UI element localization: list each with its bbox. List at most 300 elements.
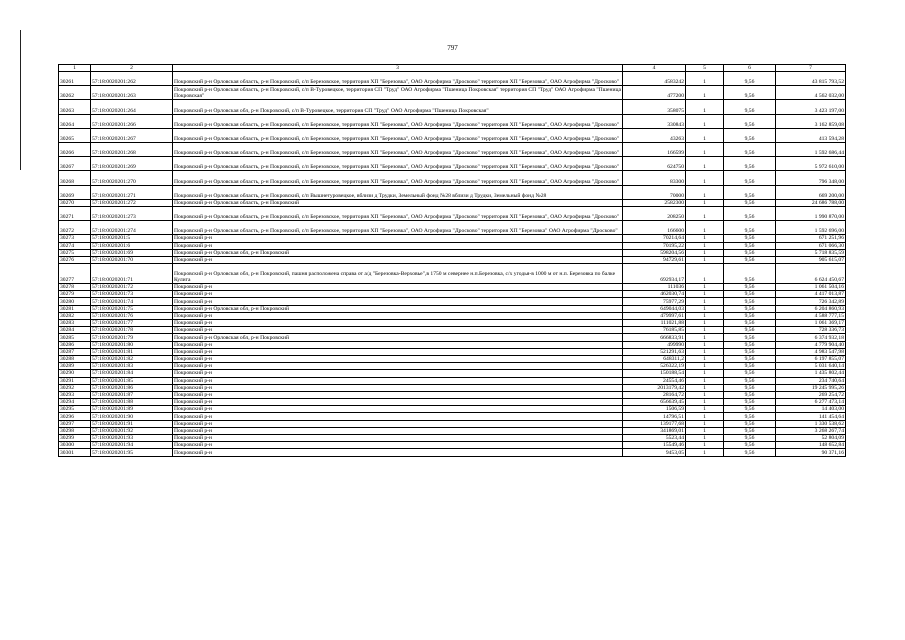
cell-area: 2582300 bbox=[623, 199, 686, 206]
cell-location: Покровский р-н bbox=[173, 348, 623, 355]
cell-rate: 9,56 bbox=[724, 298, 776, 305]
cell-area: 14796,51 bbox=[623, 413, 686, 420]
cell-cadastral-number: 57:18:0020201:71 bbox=[91, 264, 173, 284]
cell-row-number: 30264 bbox=[59, 114, 91, 128]
cell-cadastral-value: 1 592 696,00 bbox=[776, 221, 846, 235]
cell-cadastral-value: 6 374 932,18 bbox=[776, 334, 846, 341]
cell-rate: 9,56 bbox=[724, 399, 776, 406]
cell-count: 1 bbox=[686, 413, 724, 420]
cell-area: 208250 bbox=[623, 206, 686, 220]
cell-location: Покровский р-н Орловская область, р-н Покровский, с/п Березовское, территория ХП "Березовка", ОАО Агрофирма "Дросково" территория ХП "Березовка", ОАО Агрофирма "Дросково" bbox=[173, 72, 623, 86]
cell-row-number: 30261 bbox=[59, 72, 91, 86]
cell-cadastral-number: 57:18:0020201:91 bbox=[91, 420, 173, 427]
cell-cadastral-number: 57:18:0020201:82 bbox=[91, 355, 173, 362]
cell-location: Покровский р-н bbox=[173, 242, 623, 249]
table-row bbox=[59, 249, 846, 256]
cell-cadastral-value: 671 066,30 bbox=[776, 242, 846, 249]
table-row bbox=[59, 384, 846, 391]
cell-row-number: 30269 bbox=[59, 185, 91, 199]
cell-rate: 9,56 bbox=[724, 242, 776, 249]
cell-row-number: 30289 bbox=[59, 363, 91, 370]
table-row bbox=[59, 327, 846, 334]
table-row bbox=[59, 449, 846, 456]
cell-row-number: 30271 bbox=[59, 206, 91, 220]
cell-count: 1 bbox=[686, 348, 724, 355]
cell-cadastral-value: 5 718 835,59 bbox=[776, 249, 846, 256]
cell-area: 70195,22 bbox=[623, 242, 686, 249]
cell-location: Покровский р-н Орловская область, р-н Покровский, с/п В-Туровецкое, территория СП "Труд" ОАО Агрофирма "Пшеница Покровская" территория СП "Труд" ОАО Агрофирма "Пшеница Покровская" bbox=[174, 87, 621, 100]
cell-cadastral-number: 57:18:0020201:92 bbox=[91, 427, 173, 434]
table-row bbox=[59, 157, 846, 171]
table-row bbox=[59, 171, 846, 185]
cell-area: 477200 bbox=[623, 86, 686, 100]
cell-area: 649044,03 bbox=[623, 305, 686, 312]
cell-rate: 9,56 bbox=[724, 449, 776, 456]
table-row bbox=[59, 185, 846, 199]
cell-count: 1 bbox=[686, 334, 724, 341]
cell-cadastral-number: 57:18:0020201:95 bbox=[91, 449, 173, 456]
cell-cadastral-value: 6 197 855,07 bbox=[776, 355, 846, 362]
cell-cadastral-number: 57:18:0020201:79 bbox=[91, 334, 173, 341]
cell-location: Покровский р-н Орловская область, р-н Покровский, с/п Березовское, территория ХП "Березовка", ОАО Агрофирма "Дросково" территория ХП "Березовка", ОАО Агрофирма "Дросково" bbox=[173, 143, 623, 157]
cell-cadastral-value: 4 983 547,98 bbox=[776, 348, 846, 355]
cell-count: 1 bbox=[686, 435, 724, 442]
col-header: 5 bbox=[686, 65, 724, 72]
table-row bbox=[59, 264, 846, 284]
cell-cadastral-number: 57:18:0020201:272 bbox=[91, 199, 173, 206]
cell-count: 1 bbox=[686, 305, 724, 312]
cell-location: Покровский р-н bbox=[173, 370, 623, 377]
table-row bbox=[59, 242, 846, 249]
cell-cadastral-value: 4 779 904,40 bbox=[776, 341, 846, 348]
cell-rate: 9,56 bbox=[724, 427, 776, 434]
table-row bbox=[59, 355, 846, 362]
header-row bbox=[59, 65, 846, 72]
cell-location: Покровский р-н bbox=[173, 399, 623, 406]
cell-row-number: 30301 bbox=[59, 449, 91, 456]
cell-count: 1 bbox=[686, 284, 724, 291]
cell-count: 1 bbox=[686, 298, 724, 305]
cell-row-number: 30290 bbox=[59, 370, 91, 377]
cell-row-number: 30267 bbox=[59, 157, 91, 171]
cell-location: Покровский р-н Орловская обл, р-н Покровский bbox=[173, 249, 623, 256]
cell-row-number: 30294 bbox=[59, 399, 91, 406]
table-row bbox=[59, 348, 846, 355]
cell-location: Покровский р-н Орловская область, р-н Покровский, с/п Березовское, территория ХП "Березовка", ОАО Агрофирма "Дросково" территория ХП "Березовка", ОАО Агрофирма "Дросково" bbox=[173, 171, 623, 185]
cell-cadastral-value: 6 277 473,14 bbox=[776, 399, 846, 406]
cell-count: 1 bbox=[686, 235, 724, 242]
table-row bbox=[59, 435, 846, 442]
cell-row-number: 30277 bbox=[59, 264, 91, 284]
cell-count: 1 bbox=[686, 341, 724, 348]
cell-row-number: 30280 bbox=[59, 298, 91, 305]
cell-location: Покровский р-н Орловская область, р-н Покровский, с/п Березовское, территория ХП "Березовка", ОАО Агрофирма "Дросково" территория ХП "Березовка", ОАО Агрофирма "Дросково" bbox=[173, 114, 623, 128]
cell-count: 1 bbox=[686, 221, 724, 235]
cell-cadastral-number: 57:18:0020201:70 bbox=[91, 256, 173, 263]
cell-rate: 9,56 bbox=[724, 334, 776, 341]
cell-cadastral-value: 1 330 538,62 bbox=[776, 420, 846, 427]
table-row bbox=[59, 221, 846, 235]
cell-location: Покровский р-н Орловская область, р-н Покровский, с/п Вышнетуровецкое, вблизи д Трудки, Земельный фонд №28 вблизи д Трудки, Земельный фонд №28 bbox=[173, 185, 623, 199]
cell-cadastral-number: 57:18:0020201:88 bbox=[91, 399, 173, 406]
cell-area: 111021,88 bbox=[623, 320, 686, 327]
cell-location: Покровский р-н bbox=[173, 427, 623, 434]
cell-rate: 9,56 bbox=[724, 363, 776, 370]
cell-count: 1 bbox=[686, 384, 724, 391]
cell-count: 1 bbox=[686, 363, 724, 370]
cell-count: 1 bbox=[686, 420, 724, 427]
cell-cadastral-value: 269 254,72 bbox=[776, 391, 846, 398]
col-header: 4 bbox=[623, 65, 686, 72]
cell-cadastral-number: 57:18:0020201:273 bbox=[91, 206, 173, 220]
cell-cadastral-value: 1 592 686,44 bbox=[776, 143, 846, 157]
cell-count: 1 bbox=[686, 72, 724, 86]
cell-rate: 9,56 bbox=[724, 72, 776, 86]
table-row bbox=[59, 406, 846, 413]
cell-area: 526322,19 bbox=[623, 363, 686, 370]
cell-count: 1 bbox=[686, 399, 724, 406]
cell-rate: 9,56 bbox=[724, 320, 776, 327]
cell-row-number: 30300 bbox=[59, 442, 91, 449]
cell-location: Покровский р-н bbox=[173, 413, 623, 420]
table-row bbox=[59, 72, 846, 86]
cell-area: 9453,05 bbox=[623, 449, 686, 456]
cell-cadastral-number: 57:18:0020201:271 bbox=[91, 185, 173, 199]
table-row bbox=[59, 341, 846, 348]
cell-cadastral-value: 4 417 013,87 bbox=[776, 291, 846, 298]
cell-cadastral-value: 413 594,28 bbox=[776, 128, 846, 142]
cell-cadastral-number: 57:18:0020201:266 bbox=[91, 114, 173, 128]
cell-row-number: 30276 bbox=[59, 256, 91, 263]
cell-location: Покровский р-н bbox=[173, 298, 623, 305]
cell-cadastral-value: 3 162 859,08 bbox=[776, 114, 846, 128]
cell-cadastral-number: 57:18:0020201:77 bbox=[91, 320, 173, 327]
table-row bbox=[59, 413, 846, 420]
cell-area: 24554,46 bbox=[623, 377, 686, 384]
cell-area: 1506,59 bbox=[623, 406, 686, 413]
cell-location: Покровский р-н bbox=[173, 256, 623, 263]
cell-count: 1 bbox=[686, 185, 724, 199]
cell-cadastral-value: 671 251,96 bbox=[776, 235, 846, 242]
cell-area: 462030,74 bbox=[623, 291, 686, 298]
cell-cadastral-value: 5 972 610,00 bbox=[776, 157, 846, 171]
cell-row-number: 30295 bbox=[59, 406, 91, 413]
cell-location: Покровский р-н bbox=[173, 449, 623, 456]
cell-cadastral-number: 57:18:0020201:72 bbox=[91, 284, 173, 291]
cell-rate: 9,56 bbox=[724, 185, 776, 199]
col-header: 1 bbox=[59, 65, 91, 72]
cell-row-number: 30297 bbox=[59, 420, 91, 427]
cell-location: Покровский р-н Орловская область, р-н Покровский bbox=[173, 199, 623, 206]
table-row bbox=[59, 256, 846, 263]
cell-row-number: 30281 bbox=[59, 305, 91, 312]
cell-row-number: 30292 bbox=[59, 384, 91, 391]
cell-rate: 9,56 bbox=[724, 171, 776, 185]
cell-cadastral-number: 57:18:0020201:85 bbox=[91, 377, 173, 384]
table-row bbox=[59, 420, 846, 427]
cell-cadastral-value: 3 268 267,74 bbox=[776, 427, 846, 434]
cell-cadastral-value: 43 815 793,52 bbox=[776, 72, 846, 86]
cell-location: Покровский р-н bbox=[173, 320, 623, 327]
cell-count: 1 bbox=[686, 249, 724, 256]
cell-count: 1 bbox=[686, 406, 724, 413]
cell-rate: 9,56 bbox=[724, 143, 776, 157]
cell-area: 521291,63 bbox=[623, 348, 686, 355]
table-row bbox=[59, 100, 846, 114]
cell-count: 1 bbox=[686, 320, 724, 327]
cell-cadastral-value: 148 652,84 bbox=[776, 442, 846, 449]
cell-cadastral-number: 57:18:0020201:274 bbox=[91, 221, 173, 235]
cell-rate: 9,56 bbox=[724, 284, 776, 291]
cell-cadastral-number: 57:18:0020201:69 bbox=[91, 249, 173, 256]
cell-count: 1 bbox=[686, 100, 724, 114]
cell-count: 1 bbox=[686, 391, 724, 398]
cell-location: Покровский р-н bbox=[173, 355, 623, 362]
cell-location: Покровский р-н Орловская обл, р-н Покровский bbox=[173, 305, 623, 312]
table-row bbox=[59, 370, 846, 377]
cell-rate: 9,56 bbox=[724, 435, 776, 442]
cell-location: Покровский р-н bbox=[173, 406, 623, 413]
cell-cadastral-value: 5 031 640,14 bbox=[776, 363, 846, 370]
cell-row-number: 30268 bbox=[59, 171, 91, 185]
cell-row-number: 30270 bbox=[59, 199, 91, 206]
cell-count: 1 bbox=[686, 291, 724, 298]
cell-rate: 9,56 bbox=[724, 355, 776, 362]
cell-row-number: 30299 bbox=[59, 435, 91, 442]
cell-rate: 9,56 bbox=[724, 370, 776, 377]
table-row bbox=[59, 442, 846, 449]
cell-rate: 9,56 bbox=[724, 384, 776, 391]
cell-area: 5523,44 bbox=[623, 435, 686, 442]
cell-location: Покровский р-н Орловская область, р-н Покровский, с/п Березовское, территория ХП "Березовка", ОАО Агрофирма "Дросково" территория ХП "Березовка" ОАО Агрофирма "Дросково" bbox=[173, 221, 623, 235]
cell-row-number: 30296 bbox=[59, 413, 91, 420]
cell-rate: 9,56 bbox=[724, 291, 776, 298]
cell-area: 666833,91 bbox=[623, 334, 686, 341]
cell-cadastral-number: 57:18:0020201:263 bbox=[91, 86, 173, 100]
col-header: 2 bbox=[91, 65, 173, 72]
cell-cadastral-value: 1 061 504,16 bbox=[776, 284, 846, 291]
cell-row-number: 30265 bbox=[59, 128, 91, 142]
cell-area: 166600 bbox=[623, 221, 686, 235]
cell-row-number: 30288 bbox=[59, 355, 91, 362]
cell-count: 1 bbox=[686, 312, 724, 319]
cell-rate: 9,56 bbox=[724, 341, 776, 348]
cell-area: 75977,29 bbox=[623, 298, 686, 305]
cell-cadastral-value: 52 804,09 bbox=[776, 435, 846, 442]
cell-area: 358075 bbox=[623, 100, 686, 114]
cell-cadastral-number: 57:18:0020201:5 bbox=[91, 235, 173, 242]
cell-area: 43263 bbox=[623, 128, 686, 142]
cell-location: Покровский р-н bbox=[173, 442, 623, 449]
table-row bbox=[59, 199, 846, 206]
cell-location: Покровский р-н bbox=[173, 384, 623, 391]
cell-cadastral-value: 6 204 860,93 bbox=[776, 305, 846, 312]
cell-cadastral-number: 57:18:0020201:75 bbox=[91, 305, 173, 312]
cell-rate: 9,56 bbox=[724, 157, 776, 171]
table-row bbox=[59, 143, 846, 157]
cell-area: 499990 bbox=[623, 341, 686, 348]
cell-row-number: 30272 bbox=[59, 221, 91, 235]
cell-location: Покровский р-н bbox=[173, 284, 623, 291]
col-header: 6 bbox=[724, 65, 776, 72]
cell-area: 83300 bbox=[623, 171, 686, 185]
cell-cadastral-value: 24 686 788,00 bbox=[776, 199, 846, 206]
cell-cadastral-number: 57:18:0020201:267 bbox=[91, 128, 173, 142]
cell-cadastral-number: 57:18:0020201:6 bbox=[91, 242, 173, 249]
cell-cadastral-number: 57:18:0020201:269 bbox=[91, 157, 173, 171]
cell-rate: 9,56 bbox=[724, 100, 776, 114]
cell-area: 111036 bbox=[623, 284, 686, 291]
cell-row-number: 30291 bbox=[59, 377, 91, 384]
cell-cadastral-number: 57:18:0020201:89 bbox=[91, 406, 173, 413]
cell-count: 1 bbox=[686, 427, 724, 434]
cell-area: 479997,61 bbox=[623, 312, 686, 319]
cell-rate: 9,56 bbox=[724, 377, 776, 384]
cell-location: Покровский р-н Орловская обл, р-н Покровский bbox=[173, 334, 623, 341]
cell-location: Покровский р-н Орловская область, р-н Покровский, с/п Березовское, территория ХП "Березовка", ОАО Агрофирма "Дросково" территория ХП "Березовка", ОАО Агрофирма "Дросково" bbox=[173, 157, 623, 171]
cell-row-number: 30278 bbox=[59, 284, 91, 291]
cell-location: Покровский р-н bbox=[173, 391, 623, 398]
cell-row-number: 30298 bbox=[59, 427, 91, 434]
cell-cadastral-number: 57:18:0020201:90 bbox=[91, 413, 173, 420]
cell-area: 598204,56 bbox=[623, 249, 686, 256]
cell-area: 15549,46 bbox=[623, 442, 686, 449]
cell-rate: 9,56 bbox=[724, 206, 776, 220]
table-row bbox=[59, 363, 846, 370]
cell-rate: 9,56 bbox=[724, 312, 776, 319]
cell-cadastral-number: 57:18:0020201:83 bbox=[91, 363, 173, 370]
cell-count: 1 bbox=[686, 206, 724, 220]
cell-cadastral-value: 726 342,89 bbox=[776, 298, 846, 305]
cell-count: 1 bbox=[686, 442, 724, 449]
cell-row-number: 30283 bbox=[59, 320, 91, 327]
cell-area: 76185,85 bbox=[623, 327, 686, 334]
cadastral-table bbox=[58, 64, 846, 457]
cell-cadastral-value: 1 990 870,00 bbox=[776, 206, 846, 220]
table-row bbox=[59, 206, 846, 220]
cell-cadastral-value: 1 061 369,17 bbox=[776, 320, 846, 327]
col-header: 7 bbox=[776, 65, 846, 72]
table-row bbox=[59, 128, 846, 142]
cell-rate: 9,56 bbox=[724, 305, 776, 312]
cell-cadastral-value: 234 740,64 bbox=[776, 377, 846, 384]
cell-location: Покровский р-н bbox=[173, 235, 623, 242]
table-row bbox=[59, 284, 846, 291]
cell-cadastral-number: 57:18:0020201:268 bbox=[91, 143, 173, 157]
cell-count: 1 bbox=[686, 327, 724, 334]
cell-cadastral-value: 141 454,64 bbox=[776, 413, 846, 420]
cell-cadastral-number: 57:18:0020201:76 bbox=[91, 312, 173, 319]
cell-location: Покровский р-н bbox=[173, 435, 623, 442]
cell-rate: 9,56 bbox=[724, 327, 776, 334]
cell-area: 341869,01 bbox=[623, 427, 686, 434]
cell-location: Покровский р-н bbox=[173, 291, 623, 298]
cell-area: 94729,61 bbox=[623, 256, 686, 263]
cell-rate: 9,56 bbox=[724, 235, 776, 242]
cell-area: 70214,64 bbox=[623, 235, 686, 242]
cell-count: 1 bbox=[686, 114, 724, 128]
cell-area: 4583242 bbox=[623, 72, 686, 86]
cell-area: 648311,2 bbox=[623, 355, 686, 362]
cell-rate: 9,56 bbox=[724, 406, 776, 413]
cell-cadastral-value: 19 245 995,26 bbox=[776, 384, 846, 391]
cell-cadastral-number: 57:18:0020201:74 bbox=[91, 298, 173, 305]
cell-row-number: 30279 bbox=[59, 291, 91, 298]
table-row bbox=[59, 399, 846, 406]
cell-cadastral-value: 796 348,00 bbox=[776, 171, 846, 185]
cell-row-number: 30275 bbox=[59, 249, 91, 256]
cell-rate: 9,56 bbox=[724, 348, 776, 355]
cell-area: 150188,54 bbox=[623, 370, 686, 377]
cell-cadastral-number: 57:18:0020201:94 bbox=[91, 442, 173, 449]
cell-cadastral-number: 57:18:0020201:80 bbox=[91, 341, 173, 348]
cell-row-number: 30273 bbox=[59, 235, 91, 242]
table-row bbox=[59, 86, 846, 100]
cell-cadastral-number: 57:18:0020201:73 bbox=[91, 291, 173, 298]
cell-cadastral-value: 905 615,07 bbox=[776, 256, 846, 263]
cell-count: 1 bbox=[686, 143, 724, 157]
cell-cadastral-number: 57:18:0020201:270 bbox=[91, 171, 173, 185]
table-row bbox=[59, 114, 846, 128]
cell-row-number: 30266 bbox=[59, 143, 91, 157]
cell-count: 1 bbox=[686, 264, 724, 284]
cell-cadastral-value: 3 423 197,00 bbox=[776, 100, 846, 114]
col-header: 3 bbox=[173, 65, 623, 72]
cell-cadastral-value: 669 200,00 bbox=[776, 185, 846, 199]
cell-row-number: 30285 bbox=[59, 334, 91, 341]
cell-rate: 9,56 bbox=[724, 442, 776, 449]
cell-location: Покровский р-н bbox=[173, 312, 623, 319]
cell-cadastral-value: 4 588 777,15 bbox=[776, 312, 846, 319]
cell-count: 1 bbox=[686, 86, 724, 100]
cell-area: 656639,45 bbox=[623, 399, 686, 406]
cell-row-number: 30263 bbox=[59, 100, 91, 114]
table-row bbox=[59, 305, 846, 312]
page-number: 797 bbox=[447, 44, 458, 52]
cell-cadastral-number: 57:18:0020201:86 bbox=[91, 384, 173, 391]
table-row bbox=[59, 298, 846, 305]
cell-area: 139177,68 bbox=[623, 420, 686, 427]
cell-count: 1 bbox=[686, 377, 724, 384]
cell-area: 692934,17 bbox=[623, 264, 686, 284]
cell-count: 1 bbox=[686, 171, 724, 185]
cell-row-number: 30262 bbox=[59, 86, 91, 100]
cell-count: 1 bbox=[686, 370, 724, 377]
cell-area: 166599 bbox=[623, 143, 686, 157]
cell-location: Покровский р-н bbox=[173, 420, 623, 427]
cell-row-number: 30284 bbox=[59, 327, 91, 334]
cell-cadastral-number: 57:18:0020201:264 bbox=[91, 100, 173, 114]
cell-location: Покровский р-н Орловская область, р-н Покровский, с/п Березовское, территория ХП "Березовка", ОАО Агрофирма "Дросково" территория ХП "Березовка", ОАО Агрофирма "Дросково" bbox=[173, 128, 623, 142]
cell-count: 1 bbox=[686, 157, 724, 171]
cell-rate: 9,56 bbox=[724, 256, 776, 263]
cell-location: Покровский р-н bbox=[173, 341, 623, 348]
cell-location: Покровский р-н bbox=[173, 377, 623, 384]
cell-rate: 9,56 bbox=[724, 128, 776, 142]
cell-area: 28164,72 bbox=[623, 391, 686, 398]
table-row bbox=[59, 334, 846, 341]
table-row bbox=[59, 291, 846, 298]
cell-count: 1 bbox=[686, 256, 724, 263]
cell-rate: 9,56 bbox=[724, 264, 776, 284]
cell-rate: 9,56 bbox=[724, 420, 776, 427]
cell-rate: 9,56 bbox=[724, 249, 776, 256]
cell-cadastral-number: 57:18:0020201:93 bbox=[91, 435, 173, 442]
cell-cadastral-value: 728 336,73 bbox=[776, 327, 846, 334]
cell-rate: 9,56 bbox=[724, 114, 776, 128]
cell-count: 1 bbox=[686, 355, 724, 362]
cell-count: 1 bbox=[686, 199, 724, 206]
